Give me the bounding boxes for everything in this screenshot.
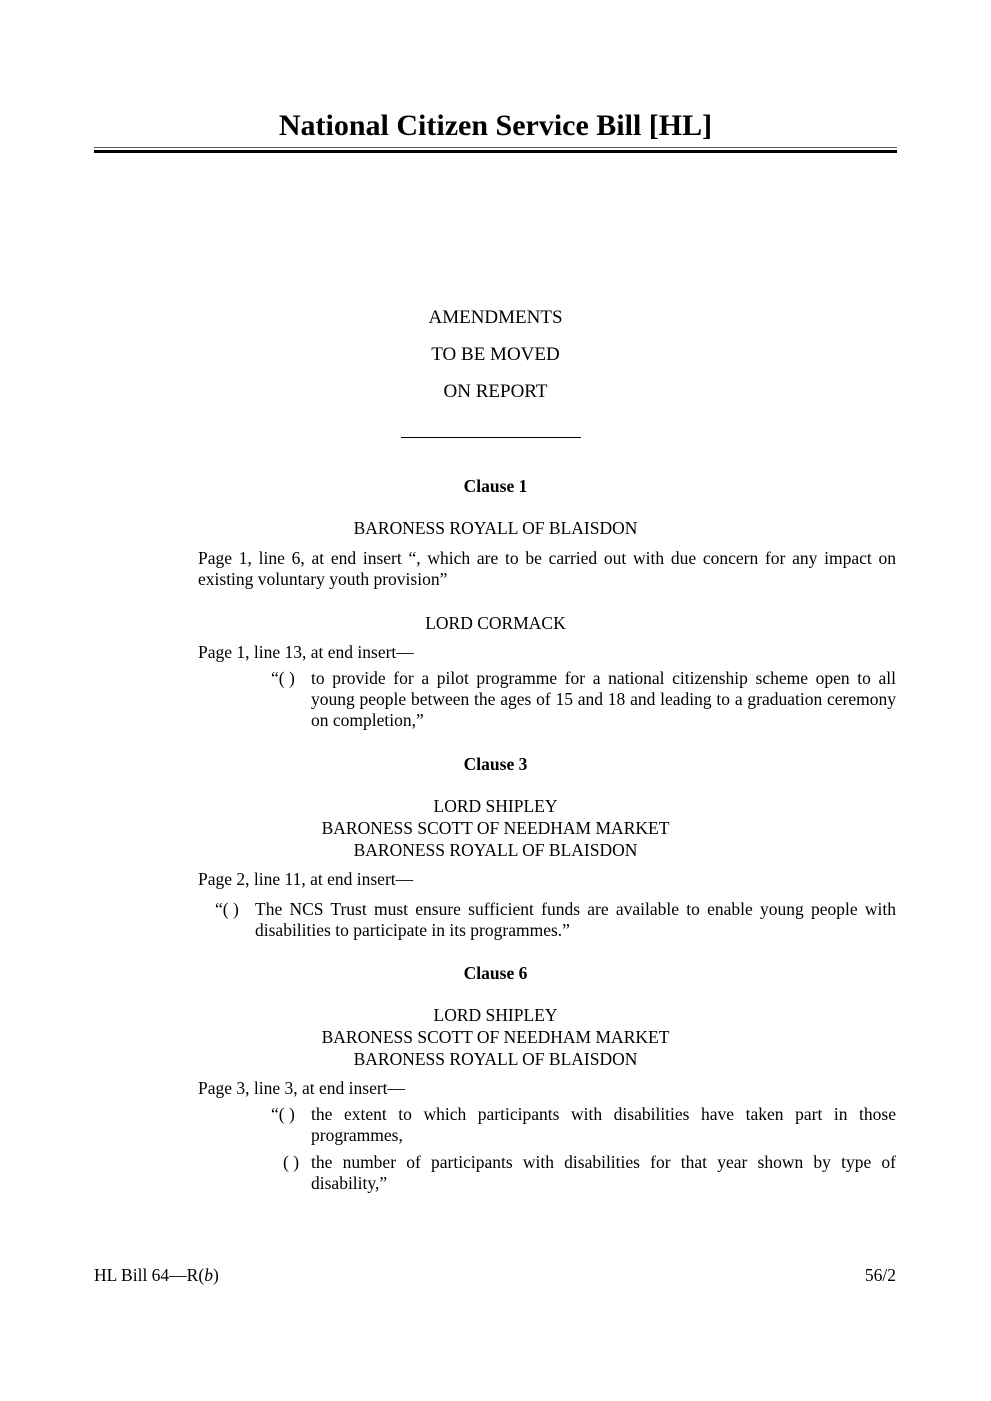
insert-text: The NCS Trust must ensure sufficient funds are available to enable young people with disabilities to participate in its programmes.” xyxy=(255,899,896,940)
heading-line: AMENDMENTS xyxy=(428,307,563,328)
mover-name: BARONESS ROYALL OF BLAISDON xyxy=(353,518,638,538)
insert-marker: “( ) xyxy=(271,668,295,688)
heading-line: TO BE MOVED xyxy=(431,344,560,365)
mover-name: BARONESS ROYALL OF BLAISDON xyxy=(353,840,638,860)
bill-ref-prefix: HL Bill 64—R( xyxy=(94,1265,205,1285)
amendment-text: Page 2, line 11, at end insert— xyxy=(198,869,414,889)
clause-heading: Clause 6 xyxy=(463,963,528,983)
title-rule-thin xyxy=(94,147,897,148)
mover-name: LORD SHIPLEY xyxy=(433,796,558,816)
insert-marker: ( ) xyxy=(283,1152,300,1172)
bill-reference xyxy=(94,1265,219,1286)
insert-text: the number of participants with disabilities for that year shown by type of disability,” xyxy=(311,1152,896,1193)
amendment-text: Page 1, line 6, at end insert “, which are to be carried out with due concern for any impact on existing voluntary youth provision” xyxy=(198,548,896,589)
insert-item xyxy=(271,668,896,731)
insert-marker: “( ) xyxy=(271,1104,295,1124)
mover-name: BARONESS ROYALL OF BLAISDON xyxy=(353,1049,638,1069)
bill-ref-suffix: ) xyxy=(212,1265,219,1285)
insert-marker: “( ) xyxy=(215,899,239,919)
amendment-text: Page 3, line 3, at end insert— xyxy=(198,1078,406,1098)
amendment-text: Page 1, line 13, at end insert— xyxy=(198,642,414,662)
insert-item xyxy=(271,1104,896,1146)
title-rule-thick xyxy=(94,150,897,153)
insert-text: the extent to which participants with disabilities have taken part in those programmes, xyxy=(311,1104,896,1145)
clause-heading: Clause 3 xyxy=(463,754,528,774)
insert-item xyxy=(283,1152,896,1194)
heading-line: ON REPORT xyxy=(443,381,548,402)
page-reference: 56/2 xyxy=(864,1265,896,1285)
insert-item xyxy=(215,899,896,941)
clause-heading: Clause 1 xyxy=(463,476,528,496)
bill-ref-italic: b xyxy=(204,1265,213,1285)
mover-name: LORD SHIPLEY xyxy=(433,1005,558,1025)
mover-name: BARONESS SCOTT OF NEEDHAM MARKET xyxy=(321,1027,670,1047)
bill-title: National Citizen Service Bill [HL] xyxy=(278,109,713,142)
divider xyxy=(401,437,581,438)
insert-text: to provide for a pilot programme for a national citizenship scheme open to all young people between the ages of 15 and 18 and leading to a graduation ceremony on completion,” xyxy=(311,668,896,730)
mover-name: BARONESS SCOTT OF NEEDHAM MARKET xyxy=(321,818,670,838)
mover-name: LORD CORMACK xyxy=(425,613,566,633)
